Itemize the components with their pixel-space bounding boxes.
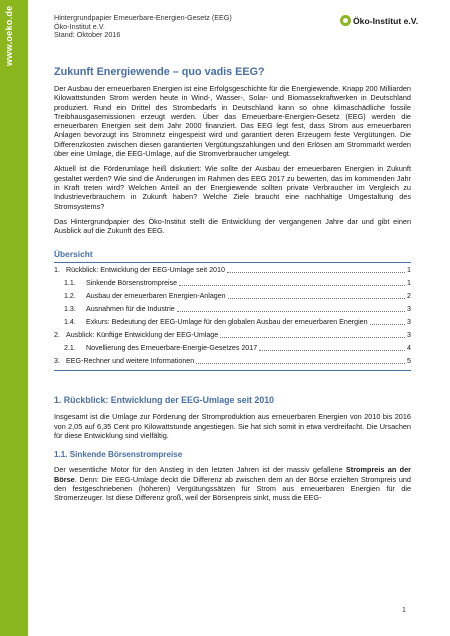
toc-entry-number: 1.4. bbox=[64, 318, 76, 327]
toc-entry[interactable] bbox=[54, 344, 411, 353]
toc-entry-number: 1. bbox=[54, 266, 60, 275]
section-1-body: Insgesamt ist die Umlage zur Förderung der Stromproduktion aus erneuerbaren Energien von 2010 bis 2016 von 2,05 auf 6,35 Cent pro Kilowattstunde angestiegen. Sie hat sich somit in etwa verdreifacht. Die Ursachen für diese Entwicklung sind vielfältig. bbox=[54, 412, 411, 441]
document-header bbox=[54, 14, 354, 40]
toc-entry-label: Ausblick: Künftige Entwicklung der EEG-Umlage bbox=[66, 331, 219, 340]
toc-entry-label: Rückblick: Entwicklung der EEG-Umlage seit 2010 bbox=[66, 266, 225, 275]
toc-leader-dots bbox=[228, 298, 405, 299]
sidebar-url[interactable]: www.oeko.de bbox=[4, 6, 14, 67]
toc-leader-dots bbox=[179, 285, 405, 286]
toc-entry-page: 4 bbox=[407, 344, 411, 353]
section-1-1-body-part-a: Der wesentliche Motor für den Anstieg in den letzten Jahren ist der massiv gefallene bbox=[54, 465, 346, 475]
toc-entry-label: Ausbau der erneuerbaren Energien-Anlagen bbox=[86, 292, 226, 301]
intro-paragraph-1: Der Ausbau der erneuerbaren Energien ist eine Erfolgsgeschichte für die Energiewende. Knapp 200 Milliarden Kilowattstunden Strom werden heute in Wind-, Wasser-, Solar- und Biomassekraftwerken in Deutschland produziert. Rund ein Drittel des Strombedarfs in Deutschland kann so ohne klimaschädliche fossile Treibhausgasemissionen erzeugt werden. Über das Erneuerbare-Energien-Gesetz (EEG) werden die erneuerbaren Energien seit dem Jahr 2000 finanziert. Das EEG legt fest, dass Strom aus erneuerbaren Anlagen bevorzugt ins Stromnetz eingespeist wird und garantiert deren Erzeugern feste Vergütungen. Die Differenzkosten zwischen diesen garantierten Vergütungszahlungen und den Erlösen am Strommarkt werden über eine Umlage, die EEG-Umlage, auf die Stromverbraucher umgelegt. bbox=[54, 84, 411, 159]
page-title: Zukunft Energiewende – quo vadis EEG? bbox=[54, 66, 265, 78]
toc-entry[interactable] bbox=[54, 318, 411, 327]
oeko-institut-logo bbox=[340, 15, 440, 29]
toc-leader-dots bbox=[227, 272, 405, 273]
header-line-3: Stand: Oktober 2016 bbox=[54, 30, 121, 40]
toc-entry-page: 1 bbox=[407, 279, 411, 288]
section-1-1-body-part-b: . Denn: Die EEG-Umlage deckt die Differenz ab zwischen dem an der Börse erzielten Strompreis und den festgeschriebenen (höheren) Vergütungssätzen für Strom aus erneuerbaren Energien für die Stromerzeuger. Ist diese Differenz groß, weil der Börsenpreis sinkt, muss die EEG- bbox=[54, 474, 411, 503]
section-1-1-body bbox=[54, 465, 411, 502]
intro-paragraph-2: Aktuell ist die Förderumlage heiß diskutiert: Wie sollte der Ausbau der erneuerbaren Energien in Zukunft gestaltet werden? Wie sind die Änderungen im Rahmen des EEG 2017 zu bewerten, das im kommenden Jahr in Kraft treten wird? Welchen Anteil an der Energiewende sollten private Verbraucher im Vergleich zu Industrieverbrauchern in Zukunft haben? Welche Ziele braucht eine nachhaltige Umgestaltung des Stromsystems? bbox=[54, 164, 411, 211]
logo-circle-icon bbox=[340, 15, 351, 26]
toc-entry-page: 5 bbox=[407, 357, 411, 366]
main-content bbox=[54, 66, 411, 509]
toc-entry-number: 2. bbox=[54, 331, 60, 340]
toc-entry-number: 1.3. bbox=[64, 305, 76, 314]
toc-entry[interactable] bbox=[54, 305, 411, 314]
toc-entry-number: 1.2. bbox=[64, 292, 76, 301]
header-line-1: Hintergrundpapier Erneuerbare-Energien-Gesetz (EEG) bbox=[54, 13, 232, 22]
toc-bottom-rule bbox=[54, 370, 411, 371]
toc-entry-label: Exkurs: Bedeutung der EEG-Umlage für den globalen Ausbau der erneuerbaren Energien bbox=[86, 318, 368, 327]
header-line-2: Öko-Institut e.V. bbox=[54, 21, 105, 31]
toc-entry[interactable] bbox=[54, 279, 411, 288]
section-1-1-body-bold: Strompreis an der Börse bbox=[54, 465, 412, 484]
intro-paragraph-3: Das Hintergrundpapier des Öko-Institut stellt die Entwicklung der vergangenen Jahre dar und gibt einen Ausblick auf die Zukunft des EEG. bbox=[54, 216, 411, 236]
toc-list bbox=[54, 262, 411, 371]
toc-entry-page: 2 bbox=[407, 292, 411, 301]
toc-entry[interactable] bbox=[54, 331, 411, 340]
section-1-1-heading: 1.1. Sinkende Börsenstrompreise bbox=[54, 450, 183, 460]
toc-leader-dots bbox=[259, 350, 405, 351]
logo-text: Öko-Institut e.V. bbox=[353, 16, 419, 26]
toc-leader-dots bbox=[220, 337, 405, 338]
toc-entry-number: 2.1. bbox=[64, 344, 76, 353]
page-number: 1 bbox=[402, 607, 406, 614]
toc-leader-dots bbox=[196, 363, 405, 364]
toc-entry-label: Sinkende Börsenstrompreise bbox=[86, 279, 178, 288]
table-of-contents bbox=[54, 249, 411, 371]
toc-entry-label: EEG-Rechner und weitere Informationen bbox=[66, 357, 195, 366]
toc-entry-page: 3 bbox=[407, 331, 411, 340]
section-1-heading: 1. Rückblick: Entwicklung der EEG-Umlage seit 2010 bbox=[54, 395, 274, 406]
toc-entry-label: Novellierung des Erneuerbare-Energie-Gesetzes 2017 bbox=[86, 344, 258, 353]
toc-leader-dots bbox=[370, 324, 405, 325]
toc-entry-page: 3 bbox=[407, 305, 411, 314]
toc-entry-page: 3 bbox=[407, 318, 411, 327]
toc-title: Übersicht bbox=[54, 249, 93, 260]
toc-entry[interactable] bbox=[54, 357, 411, 366]
toc-entry-page: 1 bbox=[407, 266, 411, 275]
toc-entry-number: 3. bbox=[54, 357, 60, 366]
toc-entry-label: Ausnahmen für die Industrie bbox=[86, 305, 175, 314]
green-sidebar bbox=[0, 0, 28, 636]
toc-entry-number: 1.1. bbox=[64, 279, 76, 288]
toc-entry[interactable] bbox=[54, 292, 411, 301]
toc-leader-dots bbox=[177, 311, 405, 312]
toc-entry[interactable] bbox=[54, 266, 411, 275]
